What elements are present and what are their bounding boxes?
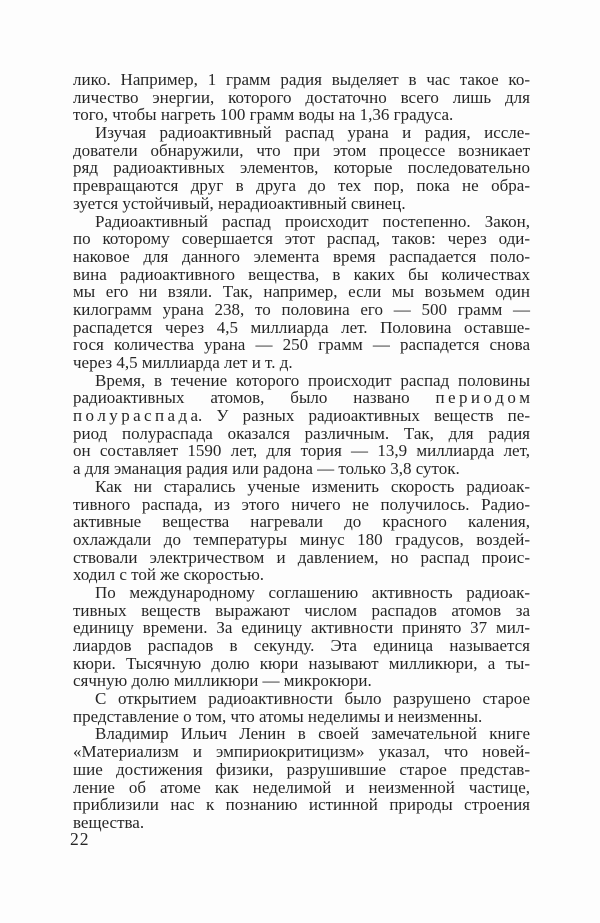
text-line: тивного распада, из этого ничего не получилось. Радио- xyxy=(73,494,530,514)
page-number: 22 xyxy=(70,829,90,849)
text-line: Изучая радиоактивный распад урана и радия, иссле- xyxy=(95,123,530,143)
text-line: шие достижения физики, разрушившие старое представ- xyxy=(73,759,530,779)
text-line: радиоактивных атомов, было названо п е р и о д о м xyxy=(73,388,530,408)
text-line: активные вещества нагревали до красного каления, xyxy=(73,512,530,532)
text-line: превращаются друг в друга до тех пор, пока не обра- xyxy=(73,176,530,196)
text-line: того, чтобы нагреть 100 грамм воды на 1,36 градуса. xyxy=(73,105,454,125)
text-line: распадется через 4,5 миллиарда лет. Половина оставше- xyxy=(73,317,530,337)
text-line: Радиоактивный распад происходит постепенно. Закон, xyxy=(95,211,530,231)
text-line: килограмм урана 238, то половина его — 500 грамм — xyxy=(73,299,530,319)
text-line: кюри. Тысячную долю кюри называют милликюри, а ты- xyxy=(73,653,530,673)
page-text-block xyxy=(73,71,530,832)
text-line: наковое для данного элемента время распадается поло- xyxy=(73,246,530,266)
text-line: Как ни старались ученые изменить скорость радиоак- xyxy=(95,476,530,496)
text-line: гося количества урана — 250 грамм — распадется снова xyxy=(73,335,530,355)
text-line: вина радиоактивного вещества, в каких бы количествах xyxy=(73,264,530,284)
text-line: риод полураспада оказался различным. Так, для радия xyxy=(73,423,530,443)
text-line: Владимир Ильич Ленин в своей замечательной книге xyxy=(95,724,530,744)
text-line: единицу времени. За единицу активности принято 37 мил- xyxy=(73,618,530,638)
text-line: п о л у р а с п а д а. У разных радиоактивных веществ пе- xyxy=(73,406,530,426)
text-line: По международному соглашению активность радиоак- xyxy=(95,582,530,602)
text-line: С открытием радиоактивности было разрушено старое xyxy=(95,689,530,709)
text-line: он составляет 1590 лет, для тория — 13,9 миллиарда лет, xyxy=(73,441,530,461)
text-line: представление о том, что атомы неделимы и неизменны. xyxy=(73,706,483,726)
text-line: ствовали электричеством и давлением, но распад проис- xyxy=(73,547,530,567)
text-line: ряд радиоактивных элементов, которые последовательно xyxy=(73,158,530,178)
text-line: Время, в течение которого происходит распад половины xyxy=(95,370,530,390)
text-line: ходил с той же скоростью. xyxy=(73,565,265,585)
text-line: дователи обнаружили, что при этом процессе возникает xyxy=(73,140,530,160)
text-line: личество энергии, которого достаточно всего лишь для xyxy=(73,87,530,107)
text-line: лико. Например, 1 грамм радия выделяет в час такое ко- xyxy=(73,70,530,89)
text-line: «Материализм и эмпириокритицизм» указал, что новей- xyxy=(73,742,530,762)
text-line: мы его ни взяли. Так, например, если мы возьмем один xyxy=(73,282,530,302)
text-line: через 4,5 миллиарда лет и т. д. xyxy=(73,353,293,372)
text-line: лиардов распадов в секунду. Эта единица называется xyxy=(73,636,530,655)
text-line: сячную долю милликюри — микрокюри. xyxy=(73,671,372,691)
text-line: вещества. xyxy=(73,812,145,832)
text-line: ление об атоме как неделимой и неизменной частице, xyxy=(73,777,530,797)
text-line: по которому совершается этот распад, таков: через оди- xyxy=(73,229,530,249)
text-line: а для эманация радия или радона — только 3,8 суток. xyxy=(73,459,460,479)
text-line: охлаждали до температуры минус 180 градусов, воздей- xyxy=(73,529,530,549)
text-line: тивных веществ выражают числом распадов атомов за xyxy=(73,600,530,620)
text-line: зуется устойчивый, нерадиоактивный свинец. xyxy=(73,193,406,213)
text-line: приблизили нас к познанию истинной природы строения xyxy=(73,795,530,815)
